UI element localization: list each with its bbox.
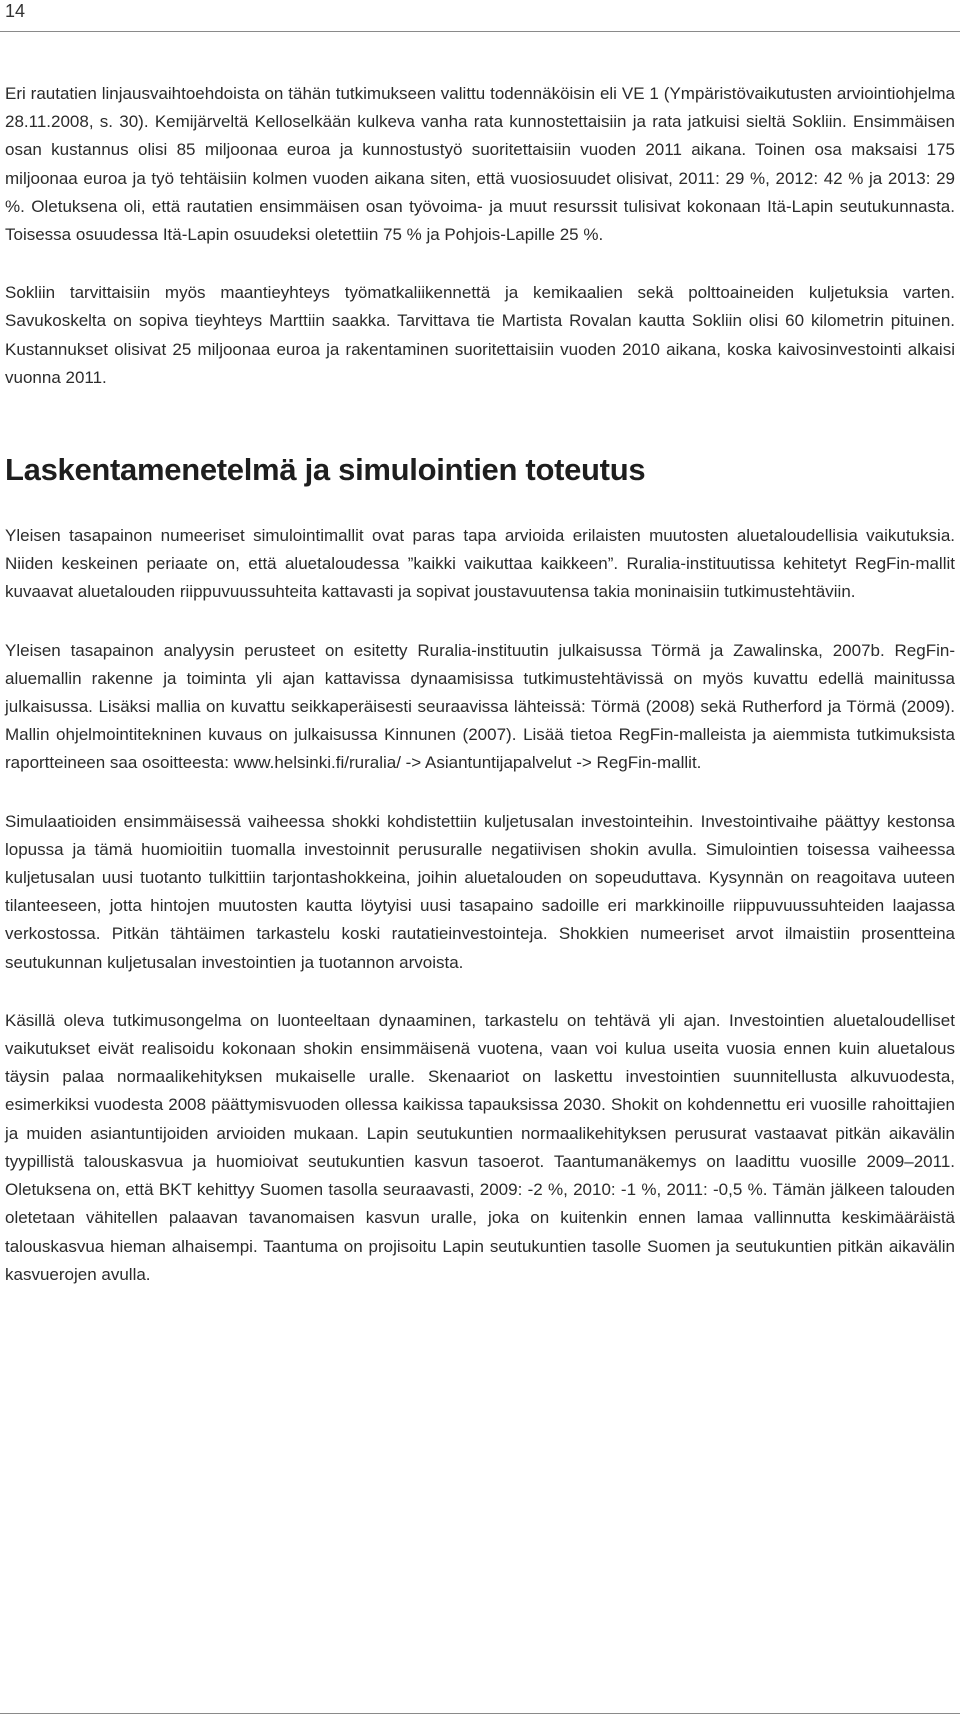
paragraph-railway-alignment: Eri rautatien linjausvaihtoehdoista on tähän tutkimukseen valittu todennäköisin eli VE 1 (Ympäristövaikutusten arviointiohjelma 28.11.2008, s. 30). Kemijärveltä Kelloselkään kulkeva vanha rata kunnostettaisiin ja rata jatkuisi sieltä Sokliin. Ensimmäisen osan kustannus olisi 85 miljoonaa euroa ja kunnostustyö suoritettaisiin vuoden 2011 aikana. Toinen osa maksaisi 175 miljoonaa euroa ja työ tehtäisiin kolmen vuoden aikana siten, että vuosiosuudet olisivat, 2011: 29 %, 2012: 42 % ja 2013: 29 %. Oletuksena oli, että rautatien ensimmäisen osan työvoima- ja muut resurssit tulisivat kokonaan Itä-Lapin seutukunnasta. Toisessa osuudessa Itä-Lapin osuudeksi oletettiin 75 % ja Pohjois-Lapille 25 %. bbox=[5, 84, 955, 245]
section-heading: Laskentamenetelmä ja simulointien toteutus bbox=[5, 452, 646, 488]
header-divider bbox=[0, 31, 960, 32]
page-body bbox=[5, 80, 955, 1289]
paragraph-road-connection: Sokliin tarvittaisiin myös maantieyhteys työmatkaliikennettä ja kemikaalien sekä polttoaineiden kuljetuksia varten. Savukoskelta on sopiva tieyhteys Marttiin saakka. Tarvittava tie Martista Rovalan kautta Sokliin olisi 60 kilometrin pituinen. Kustannukset olisivat 25 miljoonaa euroa ja rakentaminen suoritettaisiin vuoden 2010 aikana, koska kaivosinvestointi alkaisi vuonna 2011. bbox=[5, 283, 955, 387]
paragraph-dynamic-analysis: Käsillä oleva tutkimusongelma on luonteeltaan dynaaminen, tarkastelu on tehtävä yli ajan. Investointien aluetaloudelliset vaikutukset eivät realisoidu kokonaan shokin ensimmäisenä vuotena, vaan voi kulua useita vuosia ennen kuin aluetalous täysin palaa normaalikehityksen mukaiselle uralle. Skenaariot on laskettu investointien suunnitellusta alkuvuodesta, esimerkiksi vuodesta 2008 päättymisvuoden ollessa kaikissa tapauksissa 2030. Shokit on kohdennettu eri vuosille rahoittajien ja muiden asiantuntijoiden arvioiden mukaan. Lapin seutukuntien normaalikehityksen perusurat vastaavat pitkän aikavälin tyypillistä talouskasvua ja huomioivat seutukuntien kasvun tasoerot. Taantumanäkemys on laadittu vuosille 2009–2011. Oletuksena on, että BKT kehittyy Suomen tasolla seuraavasti, 2009: -2 %, 2010: -1 %, 2011: -0,5 %. Tämän jälkeen talouden oletetaan vähitellen palaavan tavanomaisen kasvun uralle, joka on kuitenkin ennen lamaa vallinnutta keskimääräistä talouskasvua hieman alhaisempi. Taantuma on projisoitu Lapin seutukuntien tasolle Suomen ja seutukuntien pitkän aikavälin kasvuerojen avulla. bbox=[5, 1010, 955, 1284]
footer-divider bbox=[0, 1713, 960, 1714]
paragraph-equilibrium-models: Yleisen tasapainon numeeriset simulointimallit ovat paras tapa arvioida erilaisten muutosten aluetaloudellisia vaikutuksia. Niiden keskeinen periaate on, että aluetaloudessa ”kaikki vaikuttaa kaikkeen”. Ruralia-instituutissa kehitetyt RegFin-mallit kuvaavat aluetalouden riippuvuussuhteita kattavasti ja sopivat joustavuutensa takia moninaisiin tutkimustehtäviin. bbox=[5, 526, 955, 602]
paragraph-regfin-references: Yleisen tasapainon analyysin perusteet on esitetty Ruralia-instituutin julkaisussa Törmä ja Zawalinska, 2007b. RegFin-aluemallin rakenne ja toiminta yli ajan kattavissa dynaamisissa tutkimustehtävissä on myös kuvattu edellä mainitussa julkaisussa. Lisäksi mallia on kuvattu seikkaperäisesti seuraavissa lähteissä: Törmä (2008) sekä Rutherford ja Törmä (2009). Mallin ohjelmointitekninen kuvaus on julkaisussa Kinnunen (2007). Lisää tietoa RegFin-malleista ja aiemmista tutkimuksista raportteineen saa osoitteesta: www.helsinki.fi/ruralia/ -> Asiantuntijapalvelut -> RegFin-mallit. bbox=[5, 640, 955, 773]
paragraph-simulation-phases: Simulaatioiden ensimmäisessä vaiheessa shokki kohdistettiin kuljetusalan investointeihin. Investointivaihe päättyy kestonsa lopussa ja tämä huomioitiin tuomalla investoinnit perusuralle negatiivisen shokin avulla. Simulointien toisessa vaiheessa kuljetusalan uusi tuotanto tulkittiin tarjontashokkeina, joihin aluetalouden on sopeuduttava. Kysynnän on reagoitava uuteen tilanteeseen, jotta hintojen muutosten kautta löytyisi uusi tasapaino sadoille eri markkinoille riippuvuussuhteiden laajassa verkostossa. Pitkän tähtäimen tarkastelu koski rautatieinvestointeja. Shokkien numeeriset arvot ilmaistiin prosentteina seutukunnan kuljetusalan investointien ja tuotannon arvoista. bbox=[5, 811, 955, 972]
page-number: 14 bbox=[5, 1, 26, 21]
